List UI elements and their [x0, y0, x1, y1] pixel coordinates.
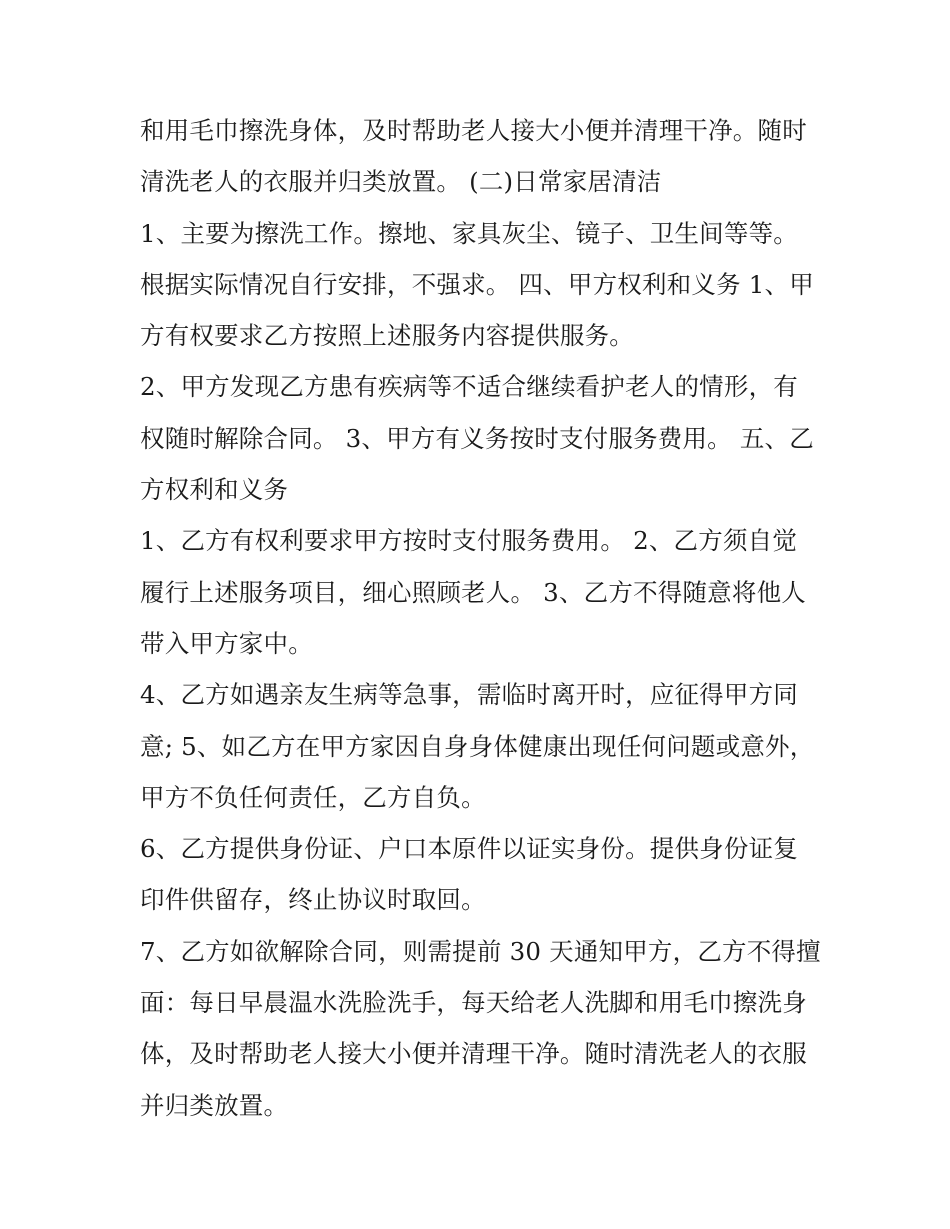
text-line-11: 带入甲方家中。: [140, 628, 313, 658]
text-line-8: 方权利和义务: [140, 475, 289, 505]
text-line-14: 甲方不负任何责任，乙方自负。: [140, 782, 486, 812]
text-line-5: 方有权要求乙方按照上述服务内容提供服务。: [140, 321, 634, 351]
text-line-18: 面：每日早晨温水洗脸洗手，每天给老人洗脚和用毛巾擦洗身: [140, 988, 807, 1018]
text-line-12: 4、乙方如遇亲友生病等急事，需临时离开时，应征得甲方同: [140, 680, 798, 710]
document-body: [140, 105, 820, 1131]
text-line-2: 清洗老人的衣服并归类放置。 (二)日常家居清洁: [140, 167, 662, 197]
text-line-19: 体，及时帮助老人接大小便并清理干净。随时清洗老人的衣服: [140, 1039, 807, 1069]
text-line-6: 2、甲方发现乙方患有疾病等不适合继续看护老人的情形，有: [140, 372, 798, 402]
text-line-1: 和用毛巾擦洗身体，及时帮助老人接大小便并清理干净。随时: [140, 116, 807, 145]
text-line-7: 权随时解除合同。 3、甲方有义务按时支付服务费用。 五、乙: [140, 423, 814, 453]
text-line-16: 印件供留存，终止协议时取回。: [140, 885, 486, 915]
text-line-17: 7、乙方如欲解除合同，则需提前 30 天通知甲方，乙方不得擅: [140, 936, 821, 966]
text-line-4: 根据实际情况自行安排，不强求。 四、甲方权利和义务 1、甲: [140, 269, 814, 299]
text-line-13: 意; 5、如乙方在甲方家因自身身体健康出现任何问题或意外，: [140, 731, 815, 761]
text-line-10: 履行上述服务项目，细心照顾老人。 3、乙方不得随意将他人: [140, 577, 806, 607]
text-line-15: 6、乙方提供身份证、户口本原件以证实身份。提供身份证复: [140, 834, 798, 864]
text-line-9: 1、乙方有权利要求甲方按时支付服务费用。 2、乙方须自觉: [140, 526, 798, 556]
text-line-3: 1、主要为擦洗工作。擦地、家具灰尘、镜子、卫生间等等。: [140, 218, 798, 248]
text-line-20: 并归类放置。: [140, 1090, 289, 1120]
